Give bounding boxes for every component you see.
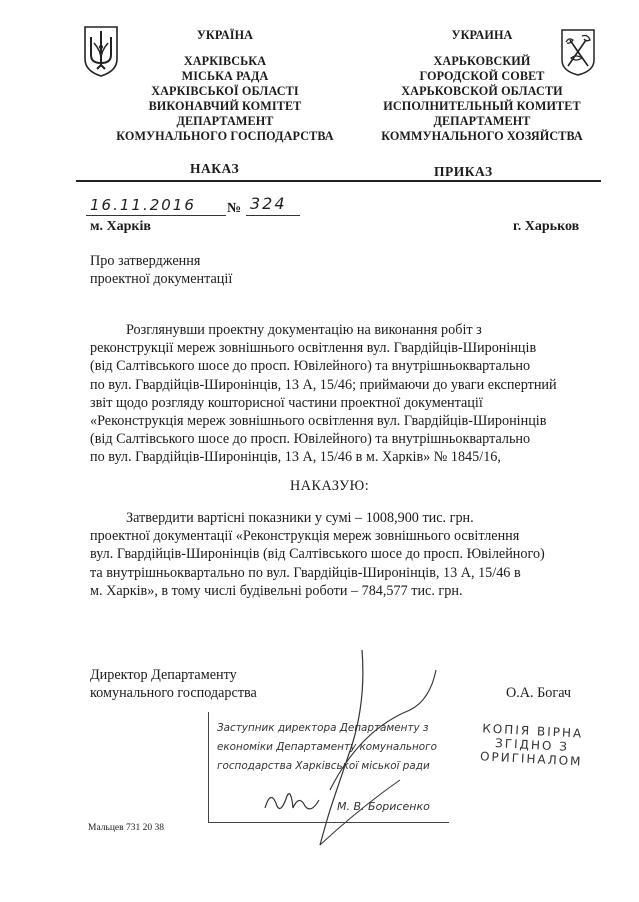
paragraph-line: по вул. Гвардійців-Широнінців, 13 А, 15/46; приймаючи до уваги експертний [90,376,557,393]
paragraph-line: по вул. Гвардійців-Широнінців, 13 А, 15/46 в м. Харків» № 1845/16, [90,449,501,466]
header-right-line: ДЕПАРТАМЕНТ [433,114,531,128]
copy-stamp-line: ЗГІДНО З [494,736,570,754]
copy-certified-stamp [476,721,588,769]
paragraph-line: Розглянувши проектну документацію на виконання робіт з [126,322,482,338]
date-underline [86,215,226,216]
number-underline [246,215,300,216]
header-right-line: ХАРЬКОВСКИЙ [433,54,531,68]
order-date: 16.11.2016 [90,196,196,214]
stamp-line: економіки Департаменту комунального [217,741,437,753]
header-divider [76,180,601,182]
deputy-stamp [208,712,449,823]
header-right [357,28,607,144]
header-left-line: ДЕПАРТАМЕНТ [176,114,274,128]
city-ua: м. Харків [90,219,151,234]
header-left-line: ВИКОНАВЧИЙ КОМІТЕТ [148,99,302,113]
paragraph-line: проектної документації «Реконструкція мереж зовнішнього освітлення [90,528,520,545]
header-left-line: ХАРКІВСЬКА [183,54,267,68]
signatory-position-line: комунального господарства [90,685,257,702]
paragraph-line: звіт щодо розгляду кошторисної частини проектної документації [90,394,483,411]
paragraph-line: (від Салтівського шосе до просп. Ювілейного) та внутрішньоквартально [90,358,531,375]
number-sign: № [227,201,242,216]
stamp-line: Заступник директора Департаменту з [217,722,429,734]
paragraph-line: та внутрішньоквартально по вул. Гвардійців-Широнінців, 13 А, 15/46 в [90,564,521,581]
signatory-name: О.А. Богач [506,685,572,701]
header-left-line: ХАРКІВСЬКОЇ ОБЛАСТІ [151,84,299,98]
subject-line: Про затвердження [90,253,201,269]
header-right-line: ГОРОДСКОЙ СОВЕТ [419,69,545,83]
signatory-position [90,666,257,702]
subject [90,252,232,288]
paragraph-line: Затвердити вартісні показники у сумі – 1008,900 тис. грн. [126,510,474,526]
header-left-line: МІСЬКА РАДА [181,69,269,83]
order-word: НАКАЗУЮ: [290,478,370,494]
header-left-line: КОМУНАЛЬНОГО ГОСПОДАРСТВА [116,129,334,143]
paragraph-approve [90,509,593,600]
subject-line: проектної документації [90,271,233,288]
stamp-line: господарства Харківської міської ради [217,760,430,772]
header-right-line: ИСПОЛНИТЕЛЬНЫЙ КОМИТЕТ [383,99,581,113]
signatory-position-line: Директор Департаменту [90,667,237,683]
doc-type-ua: НАКАЗ [190,161,240,176]
header-left [100,28,350,144]
city-ru: г. Харьков [513,219,580,234]
paragraph-line: «Реконструкція мереж зовнішнього освітлення вул. Гвардійців-Широнінців [90,413,547,430]
order-number: 324 [250,194,287,213]
copy-stamp-line: КОПІЯ ВІРНА [481,721,584,741]
paragraph-considering [90,321,593,467]
stamp-name: М. В. Борисенко [337,800,430,813]
paragraph-line: м. Харків», в тому числі будівельні роботи – 784,577 тис. грн. [90,582,463,599]
stamp-signature [261,786,331,816]
paragraph-line: (від Салтівського шосе до просп. Ювілейного) та внутрішньоквартально [90,431,531,448]
header-right-line: КОММУНАЛЬНОГО ХОЗЯЙСТВА [381,129,583,143]
header-right-country: УКРАИНА [451,28,513,42]
executor-info: Мальцев 731 20 38 [88,823,164,833]
doc-type-ru: ПРИКАЗ [434,164,493,179]
copy-stamp-line: ОРИГІНАЛОМ [479,749,583,769]
header-left-country: УКРАЇНА [196,28,254,42]
paragraph-line: реконструкції мереж зовнішнього освітлення вул. Гвардійців-Широнінців [90,340,537,357]
header-right-line: ХАРЬКОВСКОЙ ОБЛАСТИ [401,84,563,98]
paragraph-line: вул. Гвардійців-Широнінців (від Салтівського шосе до просп. Ювілейного) [90,546,545,563]
